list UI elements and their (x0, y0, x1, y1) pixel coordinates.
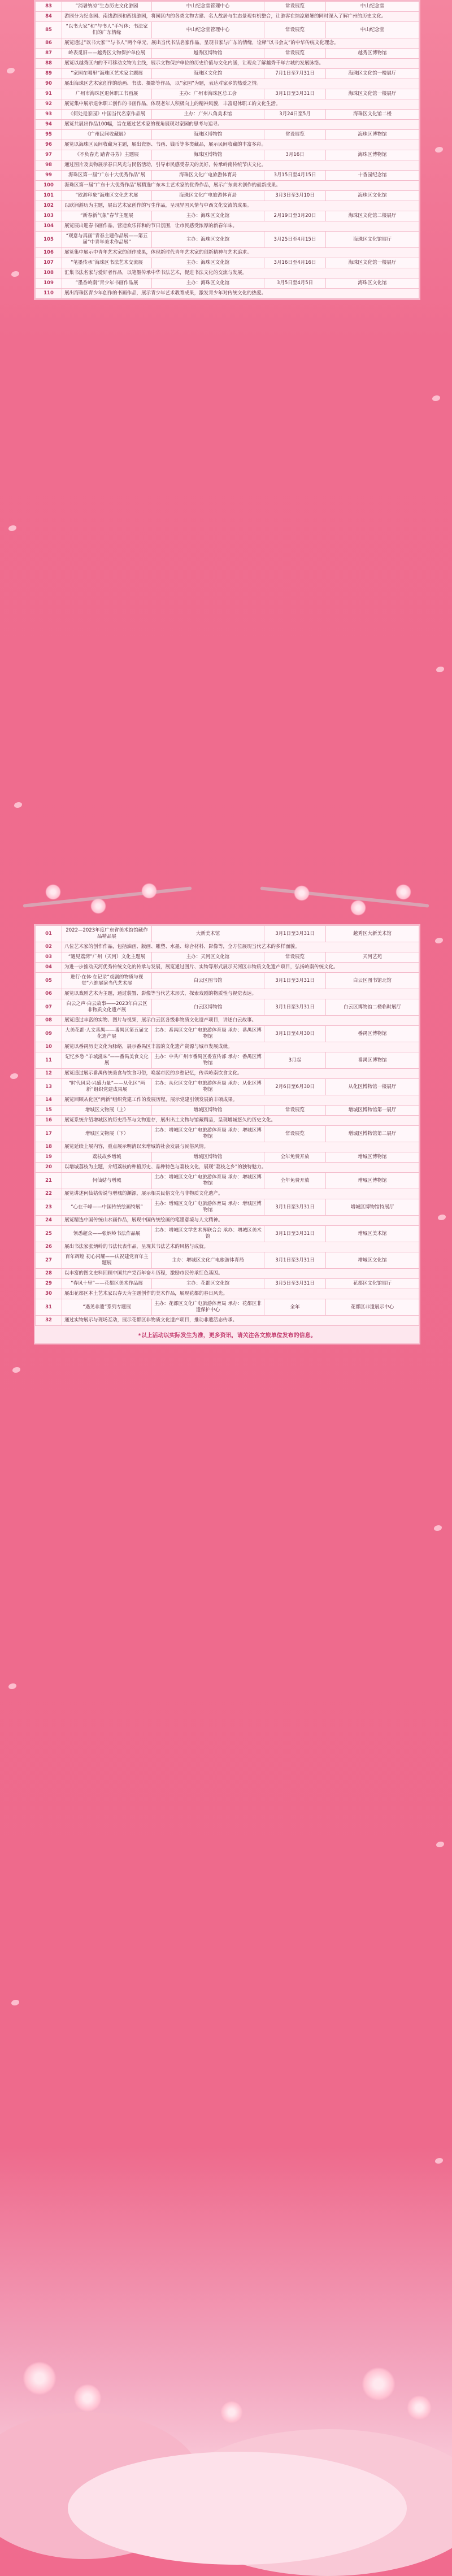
footer-note: *以上活动以实际发生为准，更多资讯，请关注各文旅单位发布的信息。 (35, 1326, 419, 1343)
event-venue: 海珠区博物馆 (326, 130, 419, 140)
event-organizer: 大新美术馆 (152, 926, 264, 942)
event-time: 3月16日 (264, 150, 326, 160)
event-row (36, 191, 419, 201)
event-row (36, 1152, 419, 1163)
blossom-icon (23, 2361, 56, 2395)
event-venue: 增城区文化馆 (326, 1252, 419, 1269)
description-row (36, 268, 419, 279)
event-row (36, 279, 419, 289)
event-row (36, 1052, 419, 1069)
event-name: 增城区文物展（下） (62, 1126, 152, 1142)
event-time: 3月25日至4月15日 (264, 232, 326, 248)
description-row (36, 1095, 419, 1106)
event-row (36, 1026, 419, 1042)
blossom-icon (362, 2367, 395, 2401)
event-venue: 从化区博物馆一楼展厅 (326, 1079, 419, 1095)
event-time: 常设展览 (264, 1126, 326, 1142)
event-name: “家园在哪里”海珠区艺术家主题展 (62, 69, 152, 79)
row-number: 88 (36, 59, 62, 69)
event-name: “遇见非遗”系列专题展 (62, 1299, 152, 1316)
event-description: 通过实物展示与现场互动，展示花都区非物质文化遗产项目，推动非遗活态传承。 (62, 1316, 419, 1326)
event-time: 3月1日至3月31日 (264, 999, 326, 1016)
event-row (36, 69, 419, 79)
event-venue: 白云区博物馆二楼临时展厅 (326, 999, 419, 1016)
row-number: 07 (36, 999, 62, 1016)
event-name: “笔墨传承”海珠区书法艺术交流展 (62, 258, 152, 268)
event-description: 游园分为纪念园、南线游园和西线游园，将园区内的各类文物古建、名人故居与生态景观有机整合，让游客在纳凉避暑的同时深入了解广州的历史文化。 (62, 12, 419, 22)
row-number: 09 (36, 1026, 62, 1042)
event-venue: 花都区非遗展示中心 (326, 1299, 419, 1316)
event-description: 展览系统介绍增城区的历史沿革与文物遗存，展出出土文物与馆藏精品，呈现增城悠久的历史文化。 (62, 1116, 419, 1126)
event-organizer: 主办：番禺区文化广电旅游体育局 承办：番禺区博物馆 (152, 1026, 264, 1042)
row-number: 32 (36, 1316, 62, 1326)
listing-table-part1 (34, 0, 420, 300)
row-number: 106 (36, 248, 62, 258)
description-row (36, 989, 419, 999)
event-venue: 增城区博物馆特展厅 (326, 1199, 419, 1216)
listing-table-part2 (34, 924, 420, 1344)
row-number: 85 (36, 22, 62, 38)
row-number: 84 (36, 12, 62, 22)
event-name: “以书大家”和“与书人”手写体：书法家们的广东情缘 (62, 22, 152, 38)
event-description: 展览回顾从化区“两新”组织党建工作的发展历程，展示党建引领发展的丰硕成果。 (62, 1095, 419, 1106)
description-row (36, 38, 419, 49)
row-number: 96 (36, 140, 62, 150)
description-row (36, 1269, 419, 1279)
event-name: 《何处是家园》中国当代名家作品展 (62, 110, 152, 120)
row-number: 21 (36, 1173, 62, 1189)
row-number: 101 (36, 191, 62, 201)
event-venue: 增城区博物馆第一展厅 (326, 1106, 419, 1116)
event-description: 展出海珠区艺术家创作的绘画、书法、摄影等作品，以“家园”为题，表达对家乡的热爱之情。 (62, 79, 419, 89)
event-row (36, 211, 419, 221)
event-name: “消暑纳凉”生态历史文化游园 (62, 2, 152, 12)
event-organizer: 主办：海珠区文化馆 (152, 258, 264, 268)
row-number: 90 (36, 79, 62, 89)
event-row (36, 926, 419, 942)
row-number: 91 (36, 89, 62, 99)
blossom-icon (220, 2401, 243, 2423)
event-description: 海珠区第一届“广东十大优秀作品”展精选广东本土艺术家的优秀作品，展示广东美术创作的最新成果。 (62, 181, 419, 191)
event-row (36, 1106, 419, 1116)
event-row (36, 1126, 419, 1142)
event-description: 展览通过展示番禺传统美食与饮食习俗，唤起市民的乡愁记忆，传承岭南饮食文化。 (62, 1069, 419, 1079)
event-name: 《广州民间收藏展》 (62, 130, 152, 140)
description-row (36, 1242, 419, 1252)
event-time: 3月1日至4月30日 (264, 1026, 326, 1042)
event-venue: 增城区博物馆 (326, 1173, 419, 1189)
event-organizer: 主办：增城区文化广电旅游体育局 承办：增城区博物馆 (152, 1126, 264, 1142)
row-number: 104 (36, 221, 62, 232)
event-row (36, 1279, 419, 1289)
event-name: 广州市海珠区退休职工书画展 (62, 89, 152, 99)
row-number: 15 (36, 1106, 62, 1116)
event-organizer: 增城区博物馆 (152, 1152, 264, 1163)
row-number: 109 (36, 279, 62, 289)
event-name: 《不负春光 踏青寻芳》主题展 (62, 150, 152, 160)
event-row (36, 1173, 419, 1189)
description-row (36, 201, 419, 211)
event-name: 领悉超众——张炳岭书法作品展 (62, 1226, 152, 1242)
event-organizer: 主办：广州八角美术馆 (152, 110, 264, 120)
row-number: 100 (36, 181, 62, 191)
event-name: 白云之声·白云故事——2023年白云区非物质文化遗产展 (62, 999, 152, 1016)
event-organizer: 海珠区文化馆 (152, 69, 264, 79)
event-time: 7月1日至7月31日 (264, 69, 326, 79)
blossom-icon (294, 885, 310, 901)
row-number: 102 (36, 201, 62, 211)
event-row (36, 49, 419, 59)
event-table-1 (35, 1, 419, 299)
event-description: 展览精选中国传统山水画作品，展现中国传统绘画的笔墨意境与人文精神。 (62, 1216, 419, 1226)
event-venue: 海珠区文化馆 (326, 191, 419, 201)
event-name: 记忆乡愁·“羊城滋味”——番禺美食文化展 (62, 1052, 152, 1069)
row-number: 25 (36, 1226, 62, 1242)
blossom-divider (0, 873, 452, 924)
event-description: 为进一步推动天河优秀传统文化的传承与发展，展览通过图片、实物等形式展示天河区非物质文化遗产项目，弘扬岭南传统文化。 (62, 963, 419, 973)
row-number: 12 (36, 1069, 62, 1079)
row-number: 16 (36, 1116, 62, 1126)
event-organizer: 主办：花都区文化广电旅游体育局 承办：花都区非遗保护中心 (152, 1299, 264, 1316)
row-number: 14 (36, 1095, 62, 1106)
event-organizer: 主办：海珠区文化馆 (152, 211, 264, 221)
blossom-icon (141, 883, 157, 899)
event-venue: 增城区博物馆 (326, 1152, 419, 1163)
event-name: 岭表觅旧——越秀区文物保护单位展 (62, 49, 152, 59)
description-row (36, 289, 419, 299)
event-row (36, 952, 419, 963)
description-row (36, 1116, 419, 1126)
event-venue: 白云区图书馆北馆 (326, 973, 419, 989)
event-time: 全年免费开放 (264, 1173, 326, 1189)
row-number: 01 (36, 926, 62, 942)
event-time: 3月1日至3月31日 (264, 1199, 326, 1216)
row-number: 92 (36, 99, 62, 110)
description-row (36, 1289, 419, 1299)
event-name: 海珠区第一届“广东十大优秀作品”展 (62, 171, 152, 181)
event-row (36, 1252, 419, 1269)
row-number: 02 (36, 942, 62, 952)
event-row (36, 1299, 419, 1316)
event-time: 3月起 (264, 1052, 326, 1069)
description-row (36, 1189, 419, 1199)
blossom-icon (73, 2384, 102, 2412)
row-number: 13 (36, 1079, 62, 1095)
event-venue: 天河艺苑 (326, 952, 419, 963)
description-row (36, 1016, 419, 1026)
event-organizer: 主办：广州市海珠区总工会 (152, 89, 264, 99)
event-time: 常设展览 (264, 952, 326, 963)
event-row (36, 258, 419, 268)
description-row (36, 221, 419, 232)
event-description: 展出花都区本土艺术家以春天为主题创作的美术作品，展现花都的春日风光。 (62, 1289, 419, 1299)
event-description: 展览展出迎春书画作品，营造欢乐祥和的节日氛围，让市民感受浓厚的新春年味。 (62, 221, 419, 232)
event-time: 3月3日至3月10日 (264, 191, 326, 201)
row-number: 03 (36, 952, 62, 963)
event-description: 展览讲述何仙姑传说与增城的渊源，展示相关民俗文化与非物质文化遗产。 (62, 1189, 419, 1199)
description-row (36, 181, 419, 191)
row-number: 83 (36, 2, 62, 12)
event-organizer: 主办：中共广州市番禺区委宣传部 承办：番禺区博物馆 (152, 1052, 264, 1069)
row-number: 04 (36, 963, 62, 973)
description-row (36, 1316, 419, 1326)
event-row (36, 1199, 419, 1216)
event-description: 展览以越秀区内的不可移动文物为主线，展示文物保护单位的历史价值与文化内涵，让观众了解越秀千年古城的发展脉络。 (62, 59, 419, 69)
event-time: 3月1日至3月31日 (264, 926, 326, 942)
event-name: “观意与真画”青春主题作品展——第五届“中青年美术作品展” (62, 232, 152, 248)
event-name: “墨香岭南”青少年书画作品展 (62, 279, 152, 289)
event-organizer: 主办：增城区文化广电旅游体育局 承办：增城区博物馆 (152, 1173, 264, 1189)
event-organizer: 海珠区博物馆 (152, 150, 264, 160)
event-venue: 十香园纪念馆 (326, 171, 419, 181)
event-description: 展览以戏剧艺术为主题，通过装置、影像等当代艺术形式，探索戏剧的物质性与视觉表达。 (62, 989, 419, 999)
event-row (36, 110, 419, 120)
row-number: 24 (36, 1216, 62, 1226)
description-row (36, 160, 419, 171)
description-row (36, 1216, 419, 1226)
event-description: 展览以海珠区民间收藏为主题，展出瓷器、书画、钱币等多类藏品，展示民间收藏的丰富多彩。 (62, 140, 419, 150)
event-organizer: 主办：增城区文化广电旅游体育局 承办：增城区博物馆 (152, 1199, 264, 1216)
event-time: 3月5日至4月5日 (264, 279, 326, 289)
event-row (36, 232, 419, 248)
event-name: 荔枝故乡增城 (62, 1152, 152, 1163)
row-number: 89 (36, 69, 62, 79)
event-time: 3月24日至5月 (264, 110, 326, 120)
event-organizer: 海珠区博物馆 (152, 130, 264, 140)
event-venue: 中山纪念堂 (326, 22, 419, 38)
blossom-icon (395, 884, 411, 900)
blossom-icon (45, 884, 61, 900)
event-name: 大美花都·人文番禺——番禺区第五届文化遗产展 (62, 1026, 152, 1042)
event-name: 百年辉煌 初心闪耀——庆祝建党百年主题展 (62, 1252, 152, 1269)
event-organizer: 白云区图书馆 (152, 973, 264, 989)
event-row (36, 150, 419, 160)
event-venue: 增城区美术馆 (326, 1226, 419, 1242)
row-number: 27 (36, 1252, 62, 1269)
event-row (36, 171, 419, 181)
event-time: 全年免费开放 (264, 1152, 326, 1163)
event-name: “春风十里”——花都区美术作品展 (62, 1279, 152, 1289)
row-number: 105 (36, 232, 62, 248)
event-description: 通过图片及实物展示春日风光与民俗活动，引导市民感受春天的美好，传承岭南传统节庆文化。 (62, 160, 419, 171)
event-organizer: 主办：增城区文学艺术界联合会 承办：增城区美术馆 (152, 1226, 264, 1242)
event-organizer: 增城区博物馆 (152, 1106, 264, 1116)
event-description: 展览通过丰富的实物、图片与视频，展示白云区各级非物质文化遗产项目，讲述白云故事。 (62, 1016, 419, 1026)
event-time: 常设展览 (264, 1106, 326, 1116)
row-number: 06 (36, 989, 62, 999)
event-organizer: 白云区博物馆 (152, 999, 264, 1016)
event-table-2 (35, 925, 419, 1326)
description-row (36, 1142, 419, 1152)
event-organizer: 主办：天河区文化馆 (152, 952, 264, 963)
event-description: 展览延续上展内容，重点展示明清以来增城的社会发展与民俗风情。 (62, 1142, 419, 1152)
event-venue: 海珠区文化馆一楼展厅 (326, 258, 419, 268)
row-number: 08 (36, 1016, 62, 1026)
event-time: 3月16日至4月16日 (264, 258, 326, 268)
event-description: 展览集中展示退休职工创作的书画作品，体现老年人积极向上的精神风貌，丰富退休职工的文化生活。 (62, 99, 419, 110)
event-time: 3月1日至3月31日 (264, 973, 326, 989)
row-number: 86 (36, 38, 62, 49)
row-number: 99 (36, 171, 62, 181)
row-number: 107 (36, 258, 62, 268)
description-row (36, 1042, 419, 1052)
row-number: 20 (36, 1163, 62, 1173)
event-time: 常设展览 (264, 2, 326, 12)
event-organizer: 主办：增城区文化广电旅游体育局 (152, 1252, 264, 1269)
row-number: 93 (36, 110, 62, 120)
row-number: 94 (36, 120, 62, 130)
event-venue: 花都区文化馆展厅 (326, 1279, 419, 1289)
event-venue: 海珠区文化馆 (326, 279, 419, 289)
event-organizer: 中山纪念堂管理中心 (152, 22, 264, 38)
event-venue: 中山纪念堂 (326, 2, 419, 12)
event-time: 2月19日至3月20日 (264, 211, 326, 221)
row-number: 18 (36, 1142, 62, 1152)
event-time: 3月1日至3月31日 (264, 1252, 326, 1269)
event-description: 以丰富的图文史料回顾中国共产党百年奋斗历程，激励市民传承红色基因。 (62, 1269, 419, 1279)
description-row (36, 120, 419, 130)
event-time: 2月6日至6月30日 (264, 1079, 326, 1095)
description-row (36, 1069, 419, 1079)
event-row (36, 2, 419, 12)
event-time: 全年 (264, 1299, 326, 1316)
description-row (36, 59, 419, 69)
event-time: 常设展览 (264, 22, 326, 38)
row-number: 98 (36, 160, 62, 171)
event-name: 2022—2023年度广东省美术馆馆藏作品精品展 (62, 926, 152, 942)
event-venue: 番禺区博物馆 (326, 1026, 419, 1042)
event-row (36, 999, 419, 1016)
event-organizer: 海珠区文化广电旅游体育局 (152, 171, 264, 181)
event-organizer: 海珠区文化广电旅游体育局 (152, 191, 264, 201)
event-description: 展览共展出作品100幅，旨在通过艺术家的视角展现对家园的思考与追寻。 (62, 120, 419, 130)
event-time: 3月1日至3月31日 (264, 1226, 326, 1242)
hill-shape (68, 2452, 407, 2565)
event-organizer: 越秀区博物馆 (152, 49, 264, 59)
row-number: 26 (36, 1242, 62, 1252)
blossom-icon (407, 2395, 432, 2420)
row-number: 22 (36, 1189, 62, 1199)
row-number: 31 (36, 1299, 62, 1316)
description-row (36, 99, 419, 110)
row-number: 87 (36, 49, 62, 59)
event-venue: 增城区博物馆第二展厅 (326, 1126, 419, 1142)
event-name: 增城区文物展（上） (62, 1106, 152, 1116)
event-venue: 海珠区文化馆展厅 (326, 232, 419, 248)
event-time: 3月15日至4月15日 (264, 171, 326, 181)
event-description: 八位艺术家的创作作品，包括油画、版画、雕塑、水墨、综合材料、影像等，全方位展现当代艺术的多样面貌。 (62, 942, 419, 952)
row-number: 95 (36, 130, 62, 140)
footer-illustration (0, 2288, 452, 2506)
event-time: 3月1日至3月31日 (264, 89, 326, 99)
event-description: 展出书法家张炳岭的书法代表作品，呈现其书法艺术的风格与成就。 (62, 1242, 419, 1252)
event-organizer: 中山纪念堂管理中心 (152, 2, 264, 12)
event-name: “遇见荔湾”广州（天河）文化主题展 (62, 952, 152, 963)
row-number: 23 (36, 1199, 62, 1216)
description-row (36, 140, 419, 150)
row-number: 10 (36, 1042, 62, 1052)
blossom-icon (350, 900, 366, 916)
event-description: 以欧洲游历为主题，展出艺术家创作的写生作品，呈现异国风情与中西文化交流的成果。 (62, 201, 419, 211)
row-number: 110 (36, 289, 62, 299)
event-organizer: 主办：海珠区文化馆 (152, 279, 264, 289)
event-description: 展览以番禺历史文化为脉络，展示番禺区丰富的文化遗产资源与城市发展成就。 (62, 1042, 419, 1052)
event-row (36, 130, 419, 140)
event-name: “心在千峰——中国传统绘画特展” (62, 1199, 152, 1216)
event-row (36, 89, 419, 99)
event-venue: 番禺区博物馆 (326, 1052, 419, 1069)
event-venue: 越秀区博物馆 (326, 49, 419, 59)
row-number: 103 (36, 211, 62, 221)
event-description: 以增城荔枝为主题，介绍荔枝的种植历史、品种特色与荔枝文化，展现“荔枝之乡”的独特魅力。 (62, 1163, 419, 1173)
row-number: 97 (36, 150, 62, 160)
event-description: 展出海珠区青少年创作的书画作品，展示青少年艺术教育成果，激发青少年对传统文化的热爱。 (62, 289, 419, 299)
row-number: 05 (36, 973, 62, 989)
event-row (36, 973, 419, 989)
event-name: “欧游印象”海珠区文化艺术展 (62, 191, 152, 201)
event-name: 进行·在体·在记录“戏剧的物质与视觉”六维展演当代艺术展 (62, 973, 152, 989)
event-venue: 海珠区文化馆二楼 (326, 110, 419, 120)
event-time: 常设展览 (264, 130, 326, 140)
event-description: 汇集书法名家与爱好者作品，以笔墨传承中华书法艺术，促进书法文化的交流与发展。 (62, 268, 419, 279)
event-organizer: 主办：花都区文化馆 (152, 1279, 264, 1289)
description-row (36, 12, 419, 22)
row-number: 11 (36, 1052, 62, 1069)
event-row (36, 1079, 419, 1095)
event-venue: 海珠区文化馆一楼展厅 (326, 89, 419, 99)
event-description: 展览集中展示中青年艺术家的创作成果，体现新时代青年艺术家的创新精神与艺术追求。 (62, 248, 419, 258)
event-name: “新春新气象”春节主题展 (62, 211, 152, 221)
description-row (36, 963, 419, 973)
event-name: 何仙姑与增城 (62, 1173, 152, 1189)
description-row (36, 1163, 419, 1173)
row-number: 30 (36, 1289, 62, 1299)
event-organizer: 主办：海珠区文化馆 (152, 232, 264, 248)
row-number: 19 (36, 1152, 62, 1163)
row-number: 28 (36, 1269, 62, 1279)
event-venue: 海珠区博物馆 (326, 150, 419, 160)
event-row (36, 22, 419, 38)
event-organizer: 主办：从化区文化广电旅游体育局 承办：从化区博物馆 (152, 1079, 264, 1095)
event-venue: 越秀区大新美术馆 (326, 926, 419, 942)
event-venue: 海珠区文化馆二楼展厅 (326, 211, 419, 221)
row-number: 17 (36, 1126, 62, 1142)
description-row (36, 942, 419, 952)
row-number: 29 (36, 1279, 62, 1289)
description-row (36, 248, 419, 258)
event-row (36, 1226, 419, 1242)
event-description: 展览通过“以书大家”“与书人”两个单元，展出当代书法名家作品，呈现书家与广东的情缘，诠释“以书会友”的中华传统文化理念。 (62, 38, 419, 49)
description-row (36, 79, 419, 89)
blossom-icon (90, 898, 106, 914)
event-time: 常设展览 (264, 49, 326, 59)
event-name: “时代风采·兴盛力量”——从化区“两新”组织党建成果展 (62, 1079, 152, 1095)
event-time: 3月5日至3月31日 (264, 1279, 326, 1289)
event-venue: 海珠区文化馆一楼展厅 (326, 69, 419, 79)
row-number: 108 (36, 268, 62, 279)
